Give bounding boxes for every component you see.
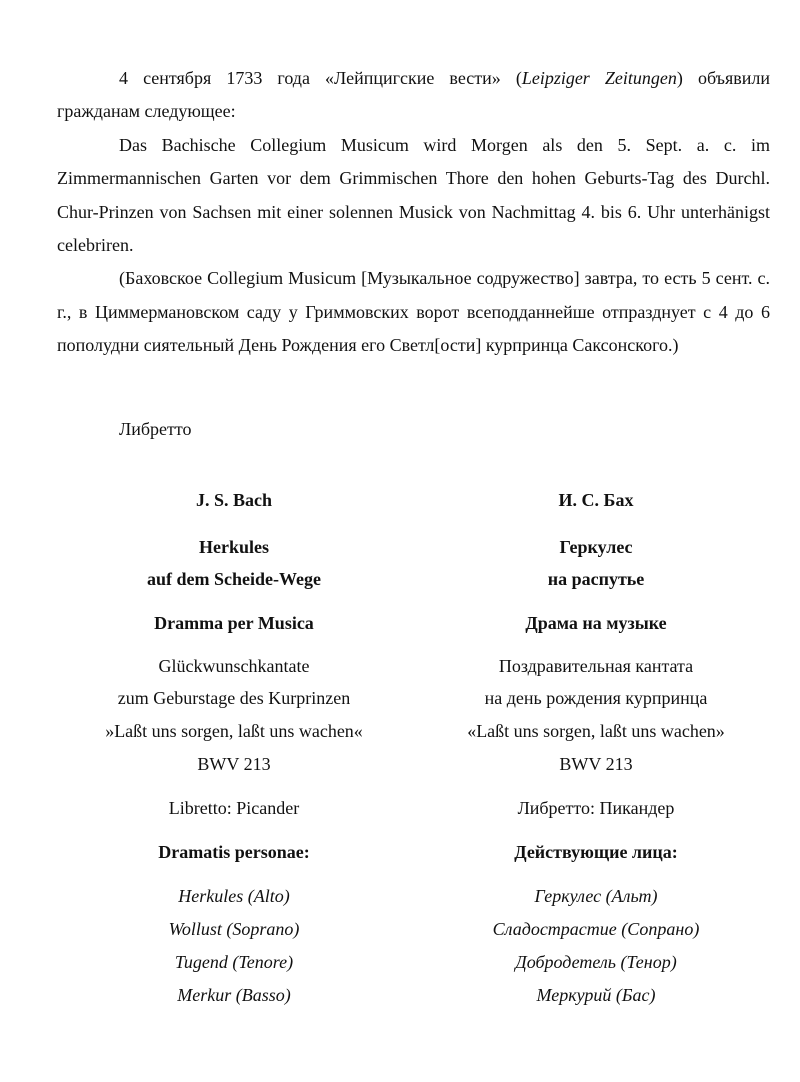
role-ru: Геркулес (Альт) (534, 886, 658, 906)
role-ru: Меркурий (Бас) (536, 985, 656, 1005)
librettist-ru: Либретто: Пикандер (517, 798, 675, 818)
title-line1-ru: Геркулес (559, 537, 633, 557)
personae-heading-de: Dramatis personae: (158, 842, 310, 862)
intro-p1-start: 4 сентября 1733 года «Лейпцигские вести» ( (119, 68, 522, 88)
subtitle3-de: »Laßt uns sorgen, laßt uns wachen« (105, 721, 363, 741)
role-de: Herkules (Alto) (178, 886, 290, 906)
role-de: Tugend (Tenore) (174, 952, 294, 972)
genre-de: Dramma per Musica (154, 613, 314, 633)
intro-p1-end: ) объявили гражданам следующее: (57, 68, 770, 122)
libretto-label: Либретто (119, 419, 192, 439)
bwv-de: BWV 213 (197, 754, 271, 774)
subtitle2-de: zum Geburstage des Kurprinzen (117, 688, 351, 708)
subtitle1-ru: Поздравительная кантата (498, 656, 694, 676)
subtitle1-de: Glückwunschkantate (158, 656, 310, 676)
role-ru: Добродетель (Тенор) (515, 952, 677, 972)
title-line1-de: Herkules (199, 537, 269, 557)
intro-paragraph-3: (Баховское Collegium Musicum [Музыкальное содружество] завтра, то есть 5 сент. с. г., в Циммермановском саду у Гриммовских ворот всеподданнейше отпразднует с 4 до 6 пополудни сиятельный День Рождения его Светл[ости] курпринца Саксонского.) (57, 268, 770, 356)
personae-heading-ru: Действующие лица: (514, 842, 678, 862)
subtitle2-ru: на день рождения курпринца (484, 688, 708, 708)
librettist-de: Libretto: Picander (168, 798, 300, 818)
title-line2-ru: на распутье (547, 569, 645, 589)
intro-paragraph-2: Das Bachische Collegium Musicum wird Morgen als den 5. Sept. a. c. im Zimmermannischen Garten vor dem Grimmischen Thore den hohen Geburts-Tag des Durchl. Chur-Prinzen von Sachsen mit einer solennen Musick von Nachmittag 4. bis 6. Uhr unterhänigst celebriren. (57, 134, 770, 256)
intro-paragraph-1 (57, 62, 770, 129)
genre-ru: Драма на музыке (525, 613, 667, 633)
intro-text (57, 62, 770, 363)
title-line2-de: auf dem Scheide-Wege (147, 569, 321, 589)
intro-p1-italic: Leipziger Zeitungen (521, 68, 677, 88)
role-ru: Сладострастие (Сопрано) (492, 919, 700, 939)
role-de: Merkur (Basso) (177, 985, 291, 1005)
subtitle3-ru: «Laßt uns sorgen, laßt uns wachen» (467, 721, 725, 741)
composer-de: J. S. Bach (195, 490, 273, 510)
bwv-ru: BWV 213 (559, 754, 633, 774)
role-de: Wollust (Soprano) (168, 919, 300, 939)
composer-ru: И. С. Бах (558, 490, 634, 510)
